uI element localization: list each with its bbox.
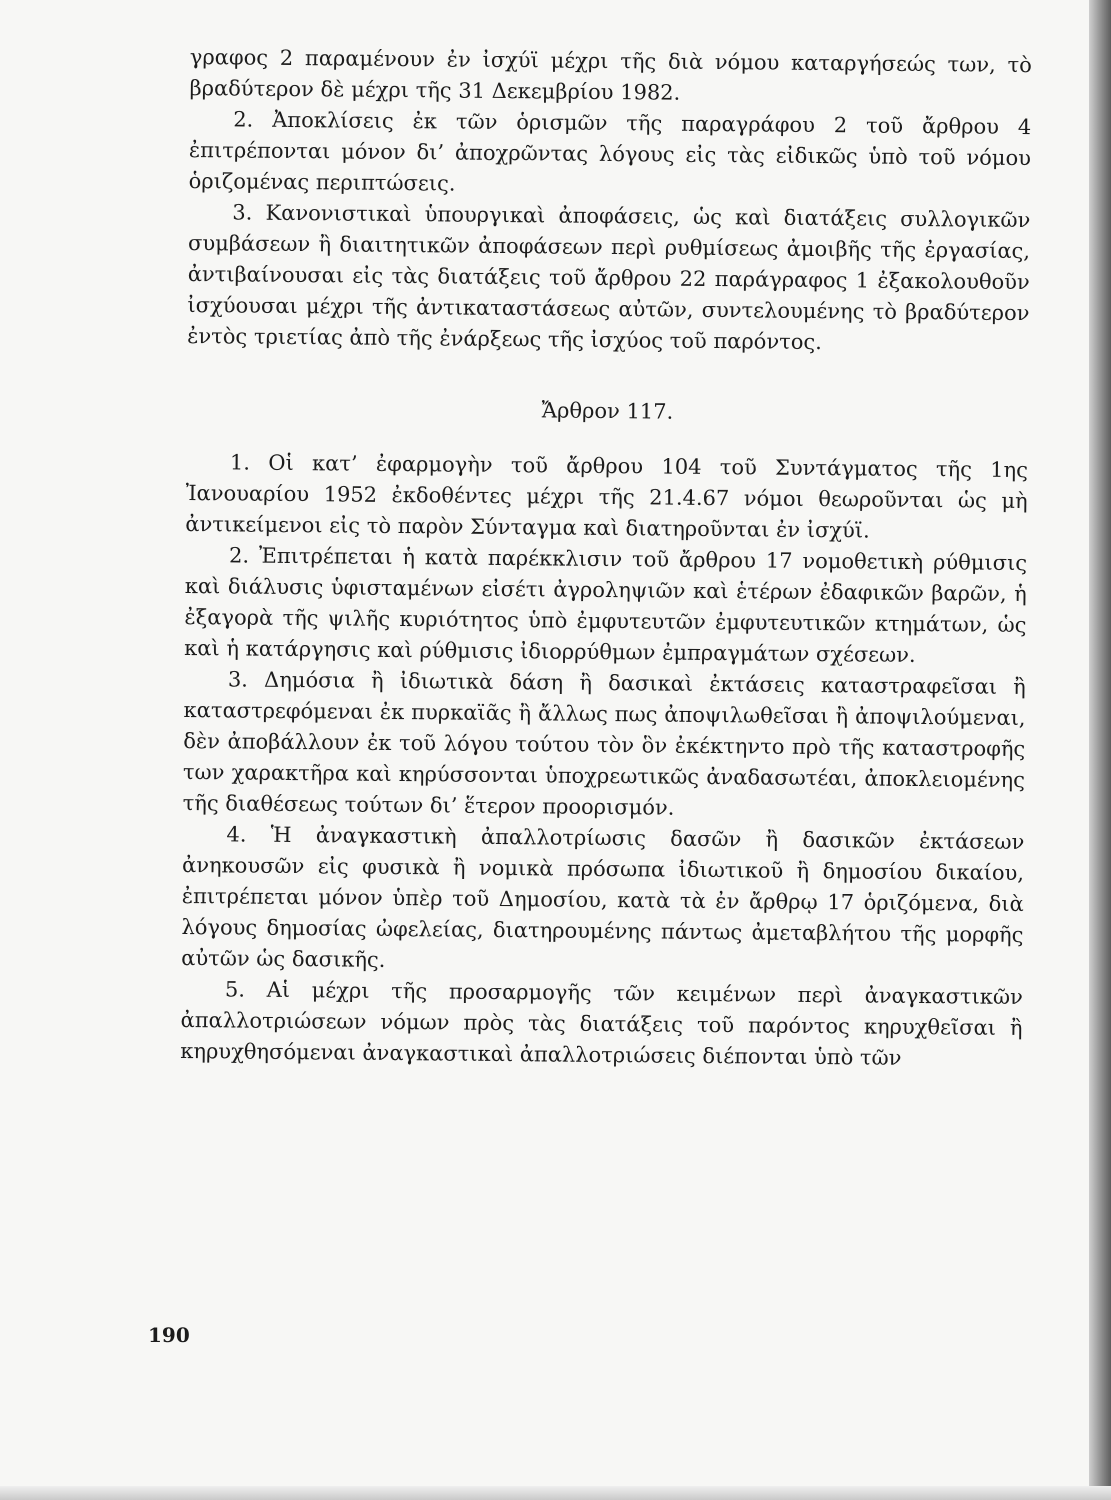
article-paragraph-5: 5. Αἱ μέχρι τῆς προσαρμογῆς τῶν κειμένων περὶ ἀναγκαστικῶν ἀπαλλοτριώσεων νόμων πρὸς τὰς διατάξεις τοῦ παρόντος κηρυχθεῖσαι ἢ κηρυχθησόμεναι ἀναγκαστικαὶ ἀπαλλοτριώσεις διέπονται ὑπὸ τῶν — [180, 977, 1023, 1070]
page-bottom-edge — [0, 1486, 1111, 1500]
article-paragraph-2: 2. Ἐπιτρέπεται ἡ κατὰ παρέκκλισιν τοῦ ἄρθρου 17 νομοθετικὴ ρύθμισις καὶ διάλυσις ὑφισταμένων εἰσέτι ἀγροληψιῶν καὶ ἑτέρων ἐδαφικῶν βαρῶν, ἡ ἐξαγορὰ τῆς ψιλῆς κυριότητος ὑπὸ ἐμφυτευτῶν ἐμφυτευτικῶν κτημάτων, ὡς καὶ ἡ κατάργησις καὶ ρύθμισις ἰδιορρύθμων ἐμπραγμάτων σχέσεων. — [184, 543, 1028, 667]
body-text — [180, 42, 1032, 1075]
paragraph-3: 3. Κανονιστικαὶ ὑπουργικαὶ ἀποφάσεις, ὡς καὶ διατάξεις συλλογικῶν συμβάσεων ἢ διαιτητικῶν ἀποφάσεων περὶ ρυθμίσεως ἀμοιβῆς τῆς ἐργασίας, ἀντιβαίνουσαι εἰς τὰς διατάξεις τοῦ ἄρθρου 22 παράγραφος 1 ἐξακολουθοῦν ἰσχύουσαι μέχρι τῆς ἀντικαταστάσεως αὐτῶν, συντελουμένης τὸ βραδύτερον ἐντὸς τριετίας ἀπὸ τῆς ἐνάρξεως τῆς ἰσχύος τοῦ παρόντος. — [187, 200, 1031, 355]
page-edge-shadow — [1089, 0, 1111, 1500]
page-number: 190 — [148, 1323, 190, 1347]
article-heading: Ἄρθρον 117. — [541, 398, 674, 424]
article-paragraph-3: 3. Δημόσια ἢ ἰδιωτικὰ δάση ἢ δασικαὶ ἐκτάσεις καταστραφεῖσαι ἢ καταστρεφόμεναι ἐκ πυρκαϊᾶς ἢ ἄλλως πως ἀποψιλωθεῖσαι ἢ ἀποψιλούμεναι, δὲν ἀποβάλλουν ἐκ τοῦ λόγου τούτου τὸν ὃν ἐκέκτηντο πρὸ τῆς καταστροφῆς των χαρακτῆρα καὶ κηρύσσονται ὑποχρεωτικῶς ἀναδασωτέαι, ἀποκλειομένης τῆς διαθέσεως τούτων δι’ ἕτερον προορισμόν. — [182, 667, 1026, 820]
paragraph-continued: γραφος 2 παραμένουν ἐν ἰσχύϊ μέχρι τῆς διὰ νόμου καταργήσεώς των, τὸ βραδύτερον δὲ μέχρι τῆς 31 Δεκεμβρίου 1982. — [189, 44, 1032, 105]
paragraph-2: 2. Ἀποκλίσεις ἐκ τῶν ὁρισμῶν τῆς παραγράφου 2 τοῦ ἄρθρου 4 ἐπιτρέπονται μόνον δι’ ἀποχρῶντας λόγους εἰς τὰς εἰδικῶς ὑπὸ τοῦ νόμου ὁριζομένας περιπτώσεις. — [188, 107, 1032, 196]
article-paragraph-1: 1. Οἱ κατ’ ἐφαρμογὴν τοῦ ἄρθρου 104 τοῦ Συντάγματος τῆς 1ης Ἰανουαρίου 1952 ἐκδοθέντες μέχρι τῆς 21.4.67 νόμοι θεωροῦνται ὡς μὴ ἀντικείμενοι εἰς τὸ παρὸν Σύνταγμα καὶ διατηροῦνται ἐν ἰσχύϊ. — [185, 450, 1029, 543]
article-paragraph-4: 4. Ἡ ἀναγκαστικὴ ἀπαλλοτρίωσις δασῶν ἢ δασικῶν ἐκτάσεων ἀνηκουσῶν εἰς φυσικὰ ἢ νομικὰ πρόσωπα ἰδιωτικοῦ ἢ δημοσίου δικαίου, ἐπιτρέπεται μόνον ὑπὲρ τοῦ Δημοσίου, κατὰ τὰ ἐν ἄρθρῳ 17 ὁριζόμενα, διὰ λόγους δημοσίας ὠφελείας, διατηρουμένης πάντως ἀμεταβλήτου τῆς μορφῆς αὐτῶν ὡς δασικῆς. — [181, 822, 1025, 972]
